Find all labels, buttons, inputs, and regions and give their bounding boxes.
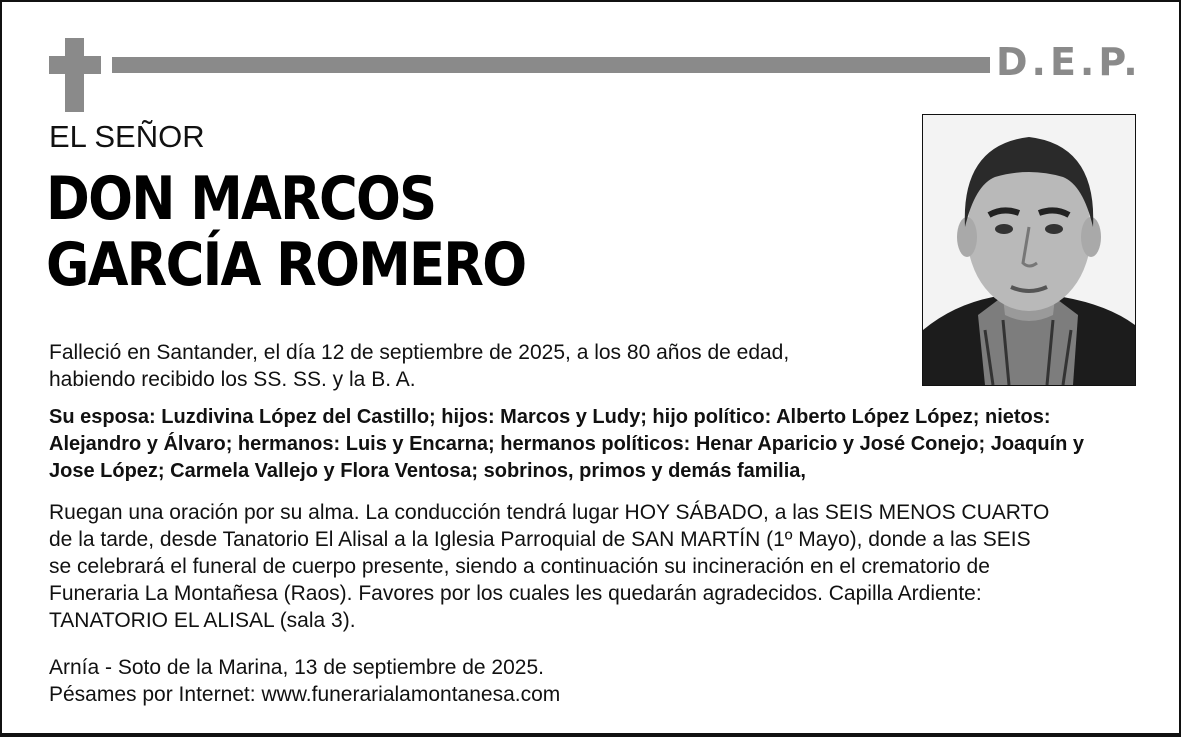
deceased-name bbox=[46, 166, 525, 298]
place-date: Arnía - Soto de la Marina, 13 de septiembre de 2025. bbox=[49, 656, 544, 679]
name-line-2: GARCÍA ROMERO bbox=[46, 230, 526, 300]
death-line: habiendo recibido los SS. SS. y la B. A. bbox=[49, 368, 416, 391]
service-line: TANATORIO EL ALISAL (sala 3). bbox=[49, 609, 356, 632]
portrait-image bbox=[923, 115, 1135, 385]
service-line: se celebrará el funeral de cuerpo presente, siendo a continuación su incineración en el crematorio de bbox=[49, 555, 990, 578]
service-line: Funeraria La Montañesa (Raos). Favores por los cuales les quedarán agradecidos. Capilla Ardiente: bbox=[49, 582, 982, 605]
title-label: EL SEÑOR bbox=[49, 119, 205, 154]
closing-paragraph bbox=[49, 654, 560, 708]
family-line: Su esposa: Luzdivina López del Castillo; hijos: Marcos y Ludy; hijo político: Alberto López López; nietos: bbox=[49, 406, 1051, 428]
cross-icon bbox=[49, 38, 101, 112]
death-paragraph bbox=[49, 339, 789, 393]
service-paragraph bbox=[49, 499, 1049, 634]
header-rule bbox=[112, 57, 990, 73]
service-line: Ruegan una oración por su alma. La conducción tendrá lugar HOY SÁBADO, a las SEIS MENOS CUARTO bbox=[49, 501, 1050, 524]
family-line: Alejandro y Álvaro; hermanos: Luis y Encarna; hermanos políticos: Henar Aparicio y José Conejo; Joaquín y bbox=[49, 433, 1085, 455]
portrait-photo bbox=[922, 114, 1136, 386]
family-line: Jose López; Carmela Vallejo y Flora Ventosa; sobrinos, primos y demás familia, bbox=[49, 460, 806, 482]
condolences-link[interactable]: Pésames por Internet: www.funerarialamontanesa.com bbox=[49, 683, 561, 706]
name-line-1: DON MARCOS bbox=[46, 164, 436, 234]
family-paragraph bbox=[49, 404, 1084, 485]
service-line: de la tarde, desde Tanatorio El Alisal a la Iglesia Parroquial de SAN MARTÍN (1º Mayo), donde a las SEIS bbox=[49, 528, 1031, 551]
dep-label: D.E.P. bbox=[996, 40, 1142, 84]
death-line: Falleció en Santander, el día 12 de septiembre de 2025, a los 80 años de edad, bbox=[49, 341, 790, 364]
